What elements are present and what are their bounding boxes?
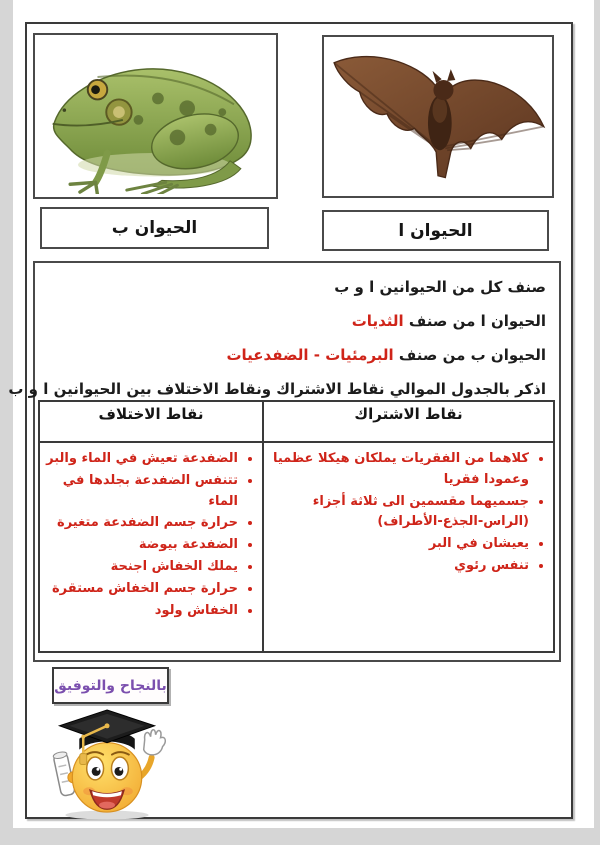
success-wish-box <box>52 667 169 704</box>
bat-image <box>326 39 550 194</box>
animal-a-label-box <box>322 210 549 251</box>
instructions <box>8 263 559 408</box>
difference-item: • الضفدعة بيوضة <box>44 535 238 556</box>
differences-cell <box>40 443 264 651</box>
line3-prefix: الحيوان ب من صنف <box>393 346 546 364</box>
similarities-cell <box>264 443 553 651</box>
difference-item: • الضفدعة تعيش في الماء والبر <box>44 449 238 470</box>
similarity-item: • تنفس رئوي <box>268 556 529 577</box>
frog-image <box>38 38 274 194</box>
difference-item: • حرارة جسم الخفاش مستقرة <box>44 579 238 600</box>
line2-answer: الثديات <box>351 312 404 330</box>
instruction-line-2 <box>48 306 546 340</box>
line3-answer: البرمئيات - الضفدعيات <box>226 346 394 364</box>
differences-header: نقاط الاختلاف <box>40 402 264 443</box>
animal-b-label: الحيوان ب <box>111 218 198 238</box>
exercise-box <box>8 261 561 662</box>
animal-a-photo-box <box>322 35 554 198</box>
similarities-list <box>268 449 547 577</box>
differences-list <box>44 449 256 621</box>
animal-b-label-box <box>40 207 269 249</box>
comparison-table <box>38 400 555 653</box>
similarity-item: • يعيشان في البر <box>268 534 529 555</box>
difference-item: • حرارة جسم الضفدعة متغيرة <box>44 513 238 534</box>
instruction-line-4: اذكر بالجدول الموالي نقاط الاشتراك ونقاط الاختلاف بين الحيوانين ا و ب <box>8 380 546 398</box>
difference-item: • يملك الخفاش اجنحة <box>44 557 238 578</box>
similarity-item: • جسميهما مقسمين الى ثلاثة أجزاء (الراس-الجذع-الأطراف) <box>268 492 529 534</box>
difference-item: • الخفاش ولود <box>44 601 238 622</box>
success-wish-text: بالنجاح والتوفيق <box>54 677 167 694</box>
graduate-smiley-icon <box>43 706 177 820</box>
difference-item: • تتنفس الضفدعة بجلدها في الماء <box>44 471 238 513</box>
similarity-item: • كلاهما من الفقريات يملكان هيكلا عظميا وعمودا فقريا <box>268 449 529 491</box>
animal-a-label: الحيوان ا <box>398 220 473 241</box>
animal-b-photo-box <box>33 33 278 199</box>
instruction-line-1: صنف كل من الحيوانين ا و ب <box>334 278 546 296</box>
instruction-line-3 <box>48 340 546 374</box>
similarities-header: نقاط الاشتراك <box>264 402 553 443</box>
line2-prefix: الحيوان ا من صنف <box>403 312 546 330</box>
